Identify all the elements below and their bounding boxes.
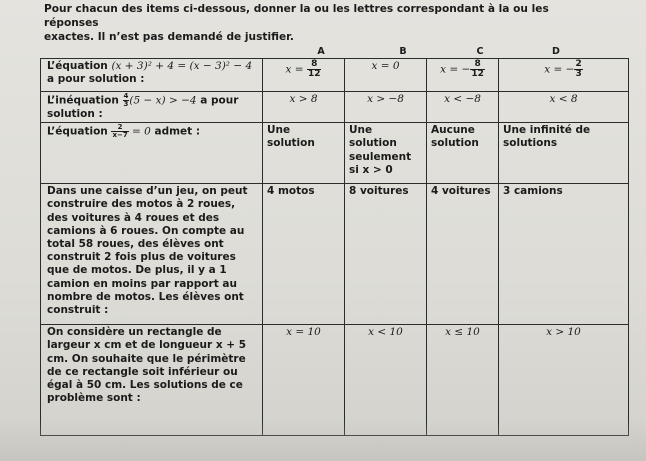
question-cell: L’équation (x + 3)² + 4 = (x − 3)² − 4 a pour solution : (41, 59, 263, 92)
answer-cell-c: x < −8 (427, 92, 499, 123)
qcm-table (40, 58, 629, 436)
answer-cell-a: x > 8 (263, 92, 345, 123)
table-row (41, 59, 629, 92)
answer-cell-d: 3 camions (499, 184, 629, 325)
equation: (x + 3)² + 4 = (x − 3)² − 4 (111, 60, 253, 72)
table-row (41, 325, 629, 436)
answer-cell-c: 4 voitures (427, 184, 499, 325)
question-cell: L’équation $\frac{2}{x-7}$ = 0 admet : (41, 123, 263, 184)
question-cell: On considère un rectangle de largeur x cm et de longueur x + 5 cm. On souhaite que le périmètre de ce rectangle soit inférieur ou égal à 50 cm. Les solutions de ce problème sont : (41, 325, 263, 436)
answer-cell-b: x = 0 (345, 59, 427, 92)
question-cell: L’inéquation $\frac{4}{3}$ (5 − x) > −4 a pour solution : (41, 92, 263, 123)
instructions-line-2: exactes. Il n’est pas demandé de justifier. (44, 31, 294, 43)
answer-cell-b: 8 voitures (345, 184, 427, 325)
answer-cell-d: x = − $\frac{2}{3}$ (499, 59, 629, 92)
answer-cell-b: Une solution seulement si x > 0 (345, 123, 427, 184)
table-row (41, 184, 629, 325)
answer-cell-b: x > −8 (345, 92, 427, 123)
answer-cell-a: 4 motos (263, 184, 345, 325)
instructions-line-1: Pour chacun des items ci-dessous, donner la ou les lettres correspondant à la ou les réponses (44, 3, 549, 29)
answer-cell-a: x = $\frac{8}{12}$ (263, 59, 345, 92)
answer-cell-c: x ≤ 10 (427, 325, 499, 436)
answer-cell-a: x = 10 (263, 325, 345, 436)
answer-cell-a: Une solution (263, 123, 345, 184)
instructions (44, 2, 604, 44)
column-letter-b: B (399, 46, 407, 57)
answer-cell-d: Une infinité de solutions (499, 123, 629, 184)
answer-cell-c: x = − $\frac{8}{12}$ (427, 59, 499, 92)
answer-cell-d: x < 8 (499, 92, 629, 123)
question-cell: Dans une caisse d’un jeu, on peut construire des motos à 2 roues, des voitures à 4 roues et des camions à 6 roues. On compte au total 58 roues, des élèves ont construit 2 fois plus de voitures que de motos. De plus, il y a 1 camion en moins par rapport au nombre de motos. Les élèves ont construit : (41, 184, 263, 325)
answer-cell-d: x > 10 (499, 325, 629, 436)
column-letter-a: A (317, 46, 325, 57)
column-letter-d: D (552, 46, 560, 57)
table-row (41, 92, 629, 123)
table-row (41, 123, 629, 184)
column-letter-c: C (476, 46, 484, 57)
answer-cell-c: Aucune solution (427, 123, 499, 184)
answer-cell-b: x < 10 (345, 325, 427, 436)
